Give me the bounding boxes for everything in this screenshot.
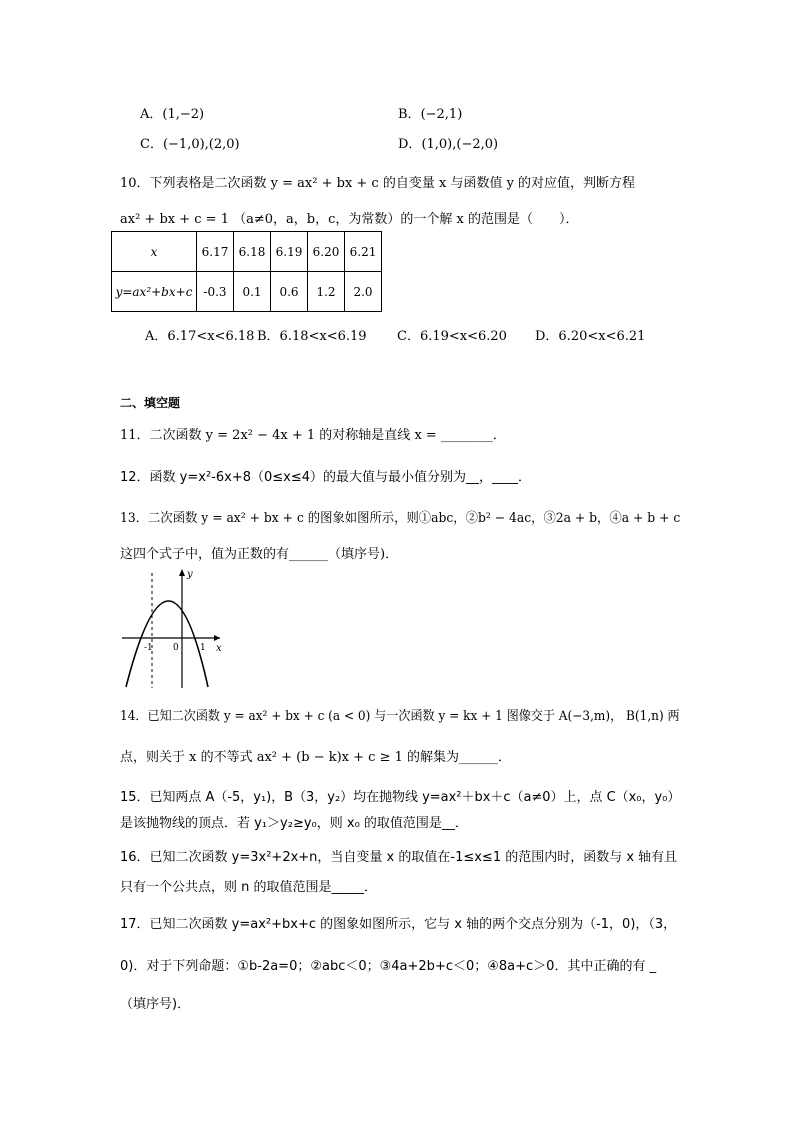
y-axis-arrow (179, 569, 185, 576)
q13-stem-line1: 13．二次函数 y = ax² + bx + c 的图象如图所示，则①abc，②b² − 4ac，③2a + b，④a + b + c (120, 511, 681, 526)
table-header-x: x (112, 232, 197, 272)
q14-stem-line1: 14．已知二次函数 y = ax² + bx + c (a < 0) 与一次函数 y = kx + 1 图像交于 A(−3,m)， B(1,n) 两 (120, 709, 680, 724)
section-title-fill-in: 二、填空题 (120, 396, 181, 410)
q17-stem-line1: 17．已知二次函数 y=ax²+bx+c 的图象如图所示，它与 x 轴的两个交点分别为（-1，0)，（3， (120, 917, 677, 932)
q13-stem-line2: 这四个式子中，值为正数的有______（填序号)． (120, 547, 399, 562)
q10-stem-line1: 10．下列表格是二次函数 y = ax² + bx + c 的自变量 x 与函数值 y 的对应值，判断方程 (120, 176, 636, 191)
q10-option-a: A．6.17<x<6.18 (145, 329, 255, 344)
table-cell: 0.6 (271, 272, 308, 312)
q11-text: 11．二次函数 y = 2x² − 4x + 1 的对称轴是直线 x = ________． (120, 428, 506, 443)
parabola-curve (126, 601, 208, 687)
q9-option-a: A．(1,−2) (140, 107, 205, 122)
q15-stem-line1: 15．已知两点 A（-5，y₁)，B（3，y₂）均在抛物线 y=ax²＋bx＋c（a≠0）上，点 C（x₀，y₀） (120, 790, 681, 805)
q9-option-c: C．(−1,0),(2,0) (140, 137, 240, 152)
x-axis-label: x (216, 643, 222, 654)
table-cell: 6.18 (234, 232, 271, 272)
q10-option-b: B．6.18<x<6.19 (257, 329, 367, 344)
tick-label-one: 1 (200, 643, 206, 653)
table-header-y: y=ax²+bx+c (112, 272, 197, 312)
q9-option-b: B．(−2,1) (398, 107, 463, 122)
table-cell: 6.19 (271, 232, 308, 272)
table-cell: 2.0 (345, 272, 382, 312)
tick-label-neg1: -1 (144, 643, 153, 653)
q13-parabola-graph (120, 563, 230, 693)
table-cell: 6.21 (345, 232, 382, 272)
table-cell: 6.17 (197, 232, 234, 272)
tick-label-zero: 0 (173, 643, 179, 653)
q14-stem-line2: 点，则关于 x 的不等式 ax² + (b − k)x + c ≥ 1 的解集为______． (120, 750, 512, 765)
table-cell: -0.3 (197, 272, 234, 312)
y-axis-label: y (187, 569, 193, 580)
q16-stem-line2: 只有一个公共点，则 n 的取值范围是_____． (120, 880, 378, 895)
table-cell: 1.2 (308, 272, 345, 312)
table-row (112, 232, 382, 272)
table-cell: 0.1 (234, 272, 271, 312)
x-axis-arrow (214, 635, 220, 641)
q16-stem-line1: 16．已知二次函数 y=3x²+2x+n，当自变量 x 的取值在-1≤x≤1 的范围内时，函数与 x 轴有且 (120, 850, 678, 865)
table-cell: 6.20 (308, 232, 345, 272)
q15-stem-line2: 是该抛物线的顶点．若 y₁＞y₂≥y₀，则 x₀ 的取值范围是__． (120, 816, 468, 831)
q10-option-d: D．6.20<x<6.21 (535, 329, 646, 344)
q17-stem-line3: （填序号)． (120, 997, 191, 1012)
table-row (112, 272, 382, 312)
q10-option-c: C．6.19<x<6.20 (397, 329, 507, 344)
q17-stem-line2: 0)．对于下列命题：①b-2a=0；②abc＜0；③4a+2b+c＜0；④8a+c＞0．其中正确的有 _ (120, 959, 657, 974)
q10-table (111, 231, 382, 312)
q9-option-d: D．(1,0),(−2,0) (398, 137, 499, 152)
q10-stem-line2: ax² + bx + c = 1 （a≠0，a，b，c，为常数）的一个解 x 的范围是（ ）． (120, 212, 579, 227)
q12-text: 12．函数 y=x²-6x+8（0≤x≤4）的最大值与最小值分别为__，____． (120, 470, 532, 485)
